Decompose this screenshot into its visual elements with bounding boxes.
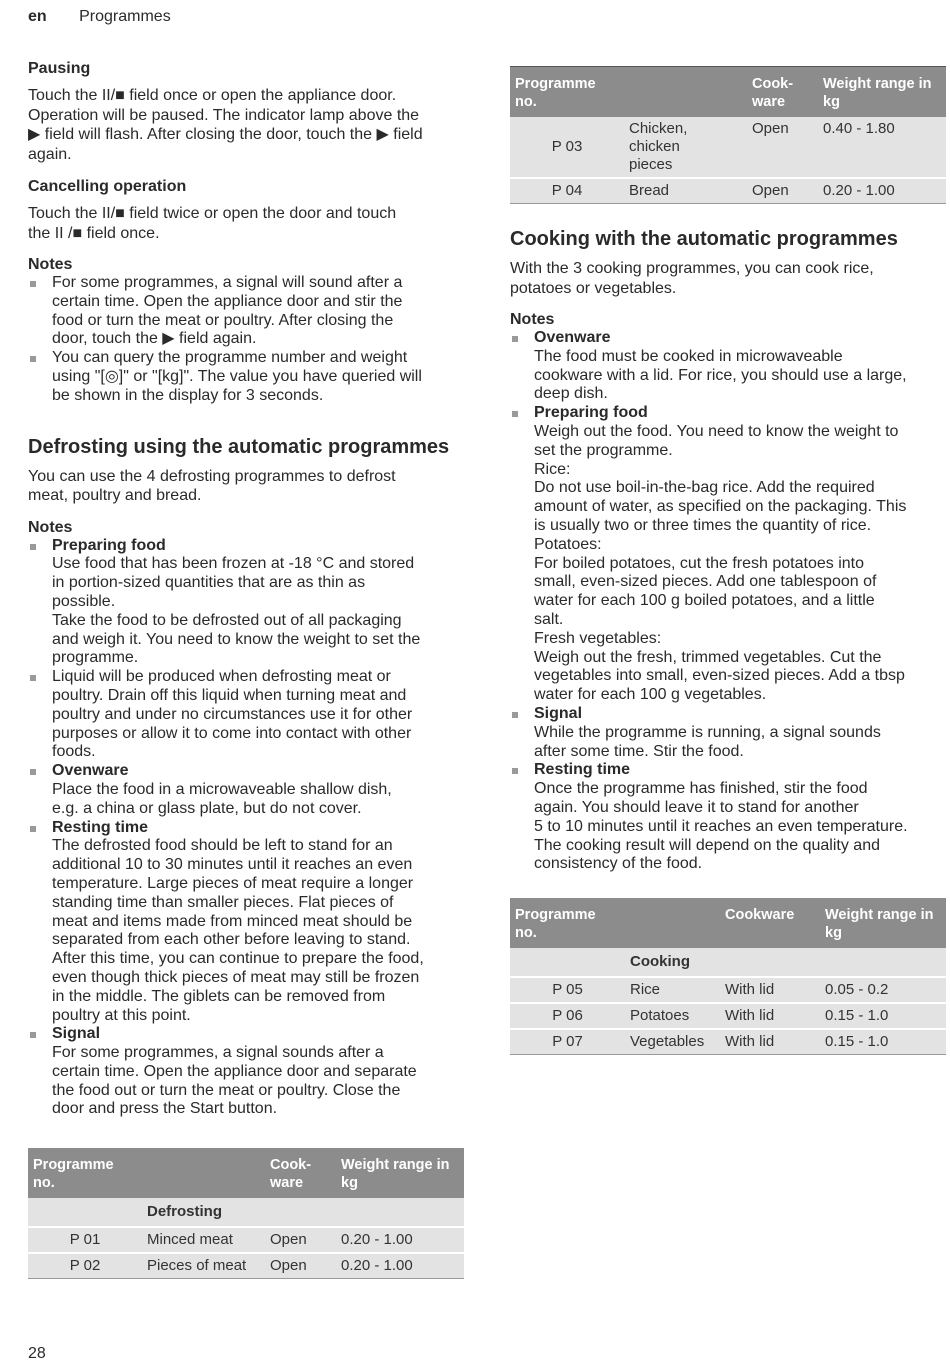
column-header bbox=[142, 1148, 265, 1198]
note-line: set the programme. bbox=[534, 441, 673, 459]
note-line: water for each 100 g boiled potatoes, and a little bbox=[534, 592, 875, 610]
column-header: Cookware bbox=[720, 898, 820, 948]
note-title: Signal bbox=[52, 1025, 101, 1043]
table-row bbox=[28, 1227, 464, 1253]
notes-list bbox=[28, 274, 464, 406]
note-line: after some time. Stir the food. bbox=[534, 742, 744, 760]
pausing-line: Touch the II/■ field once or open the appliance door. bbox=[28, 87, 397, 104]
table-cell: Minced meat bbox=[142, 1227, 265, 1253]
note-line: Do not use boil-in-the-bag rice. Add the required bbox=[534, 479, 875, 497]
table-cell: P 03 bbox=[510, 117, 624, 178]
table-header-row bbox=[510, 898, 946, 948]
list-item bbox=[510, 329, 946, 404]
note-line: temperature. Large pieces of meat require a longer bbox=[52, 874, 414, 892]
list-item bbox=[28, 819, 464, 1026]
note-line: the food out or turn the meat or poultry. Close the bbox=[52, 1081, 401, 1099]
note-line: salt. bbox=[534, 610, 564, 628]
table-cell: Open bbox=[747, 117, 818, 178]
note-line: water for each 100 g vegetables. bbox=[534, 686, 767, 704]
note-title: Resting time bbox=[52, 818, 149, 836]
section-title: Programmes bbox=[79, 8, 171, 25]
note-line: again. You should leave it to stand for another bbox=[534, 798, 859, 816]
language-code: en bbox=[28, 8, 47, 25]
note-line: You can query the programme number and weight bbox=[52, 349, 408, 367]
note-line: While the programme is running, a signal sounds bbox=[534, 723, 881, 741]
table-row bbox=[510, 178, 946, 204]
note-line: Weigh out the fresh, trimmed vegetables. Cut the bbox=[534, 648, 882, 666]
list-item bbox=[510, 404, 946, 705]
table-cell: P 06 bbox=[510, 1003, 625, 1029]
note-line: 5 to 10 minutes until it reaches an even temperature. bbox=[534, 817, 908, 835]
note-line: door, touch the ▶ field again. bbox=[52, 330, 257, 348]
table-row bbox=[510, 117, 946, 178]
note-line: additional 10 to 30 minutes until it reaches an even bbox=[52, 856, 413, 874]
note-line: meat and items made from minced meat should be bbox=[52, 912, 413, 930]
note-line: food or turn the meat or poultry. After closing the bbox=[52, 311, 394, 329]
note-line: separated from each other before leaving to stand. bbox=[52, 931, 411, 949]
table-group-row bbox=[28, 1198, 464, 1227]
notes-title: Notes bbox=[510, 311, 555, 328]
note-line: Use food that has been frozen at -18 °C and stored bbox=[52, 555, 415, 573]
note-line: even though thick pieces of meat may still be frozen bbox=[52, 968, 420, 986]
note-line: is usually two or three times the quantity of rice. bbox=[534, 516, 872, 534]
table-cell: 0.05 - 0.2 bbox=[820, 977, 946, 1003]
note-line: consistency of the food. bbox=[534, 855, 703, 873]
note-line: poultry at this point. bbox=[52, 1006, 191, 1024]
table-cell: With lid bbox=[720, 1029, 820, 1055]
note-line: Rice: bbox=[534, 460, 571, 478]
column-header: Programme no. bbox=[28, 1148, 142, 1198]
note-title: Preparing food bbox=[52, 536, 166, 554]
table-cell: 0.20 - 1.00 bbox=[336, 1227, 464, 1253]
column-header: Weight range in kg bbox=[336, 1148, 464, 1198]
note-line: deep dish. bbox=[534, 385, 608, 403]
table-cell: Open bbox=[265, 1227, 336, 1253]
note-line: using "[◎]" or "[kg]". The value you have queried will bbox=[52, 367, 422, 385]
table-cell: P 02 bbox=[28, 1253, 142, 1279]
note-line: foods. bbox=[52, 743, 96, 761]
table-cell: Chicken, chicken pieces bbox=[624, 117, 747, 178]
note-line: and weigh it. You need to know the weight to set the bbox=[52, 630, 421, 648]
note-line: Potatoes: bbox=[534, 535, 602, 553]
note-line: poultry and under no circumstances use it for other bbox=[52, 705, 413, 723]
cancelling-text bbox=[28, 204, 464, 243]
note-title: Resting time bbox=[534, 761, 631, 779]
note-line: certain time. Open the appliance door and stir the bbox=[52, 292, 403, 310]
note-line: e.g. a china or glass plate, but do not cover. bbox=[52, 799, 362, 817]
table-cell: P 01 bbox=[28, 1227, 142, 1253]
page-number: 28 bbox=[28, 1345, 46, 1362]
pausing-text bbox=[28, 86, 464, 164]
column-header: Cook- ware bbox=[747, 67, 818, 118]
note-line: cookware with a lid. For rice, you should use a large, bbox=[534, 366, 907, 384]
note-title: Signal bbox=[534, 704, 583, 722]
note-line: certain time. Open the appliance door and separate bbox=[52, 1062, 417, 1080]
group-label: Defrosting bbox=[142, 1198, 464, 1227]
defrost-programme-table bbox=[28, 1148, 464, 1279]
note-line: Place the food in a microwaveable shallow dish, bbox=[52, 780, 392, 798]
table-cell: P 05 bbox=[510, 977, 625, 1003]
table-row bbox=[510, 1029, 946, 1055]
note-line: possible. bbox=[52, 592, 116, 610]
note-title: Ovenware bbox=[52, 762, 129, 780]
intro-line: With the 3 cooking programmes, you can cook rice, bbox=[510, 260, 874, 277]
list-item bbox=[510, 705, 946, 761]
column-header: Weight range in kg bbox=[820, 898, 946, 948]
table-cell: Rice bbox=[625, 977, 720, 1003]
column-header: Weight range in kg bbox=[818, 67, 946, 118]
note-line: The defrosted food should be left to stand for an bbox=[52, 837, 393, 855]
note-line: After this time, you can continue to prepare the food, bbox=[52, 950, 424, 968]
note-line: For some programmes, a signal sounds after a bbox=[52, 1044, 384, 1062]
cooking-programme-table bbox=[510, 898, 946, 1055]
table-cell: 0.20 - 1.00 bbox=[336, 1253, 464, 1279]
defrost-programme-table-continued bbox=[510, 66, 946, 204]
page-header bbox=[28, 8, 171, 26]
cancelling-line: the II /■ field once. bbox=[28, 224, 160, 242]
table-group-row bbox=[510, 948, 946, 977]
note-line: vegetables into small, even-sized pieces. Add a tbsp bbox=[534, 667, 905, 685]
note-line: Weigh out the food. You need to know the weight to bbox=[534, 422, 899, 440]
table-cell: With lid bbox=[720, 1003, 820, 1029]
table-cell: With lid bbox=[720, 977, 820, 1003]
notes-title: Notes bbox=[28, 518, 73, 536]
column-header: Programme no. bbox=[510, 67, 624, 118]
pausing-line: again. bbox=[28, 145, 72, 163]
right-column bbox=[510, 66, 946, 1055]
note-line: be shown in the display for 3 seconds. bbox=[52, 386, 324, 404]
note-line: Liquid will be produced when defrosting meat or bbox=[52, 668, 391, 686]
defrost-intro bbox=[28, 467, 464, 506]
note-line: The cooking result will depend on the quality and bbox=[534, 836, 880, 854]
table-cell: P 07 bbox=[510, 1029, 625, 1055]
group-label: Cooking bbox=[625, 948, 946, 977]
pausing-title: Pausing bbox=[28, 60, 91, 77]
table-row bbox=[28, 1253, 464, 1279]
cancelling-line: Touch the II/■ field twice or open the door and touch bbox=[28, 205, 397, 222]
note-title: Preparing food bbox=[534, 404, 648, 422]
note-title: Ovenware bbox=[534, 329, 611, 346]
column-header bbox=[624, 67, 747, 118]
table-cell: 0.40 - 1.80 bbox=[818, 117, 946, 178]
note-line: in the middle. The giblets can be removed from bbox=[52, 987, 386, 1005]
table-header-row bbox=[28, 1148, 464, 1198]
table-cell: P 04 bbox=[510, 178, 624, 204]
note-line: For some programmes, a signal will sound after a bbox=[52, 274, 403, 291]
table-cell: 0.15 - 1.0 bbox=[820, 1003, 946, 1029]
column-header: Programme no. bbox=[510, 898, 625, 948]
table-row bbox=[510, 977, 946, 1003]
list-item bbox=[28, 668, 464, 762]
cooking-heading: Cooking with the automatic programmes bbox=[510, 228, 898, 250]
intro-line: You can use the 4 defrosting programmes to defrost bbox=[28, 467, 396, 485]
table-row bbox=[510, 1003, 946, 1029]
column-header: Cook- ware bbox=[265, 1148, 336, 1198]
note-line: Fresh vegetables: bbox=[534, 629, 662, 647]
note-line: amount of water, as specified on the packaging. This bbox=[534, 498, 907, 516]
note-line: poultry. Drain off this liquid when turning meat and bbox=[52, 686, 407, 704]
pausing-line: ▶ field will flash. After closing the door, touch the ▶ field bbox=[28, 126, 423, 143]
list-item bbox=[28, 274, 464, 349]
note-line: For boiled potatoes, cut the fresh potatoes into bbox=[534, 554, 864, 572]
list-item bbox=[28, 349, 464, 405]
note-line: Take the food to be defrosted out of all packaging bbox=[52, 611, 402, 629]
note-line: door and press the Start button. bbox=[52, 1100, 278, 1118]
list-item bbox=[510, 761, 946, 874]
table-cell: Potatoes bbox=[625, 1003, 720, 1029]
cooking-intro bbox=[510, 259, 946, 298]
intro-line: potatoes or vegetables. bbox=[510, 279, 677, 297]
table-cell: 0.15 - 1.0 bbox=[820, 1029, 946, 1055]
notes-list bbox=[28, 537, 464, 1120]
note-line: purposes or allow it to come into contact with other bbox=[52, 724, 412, 742]
note-line: standing time than smaller pieces. Flat pieces of bbox=[52, 893, 394, 911]
table-cell: Open bbox=[265, 1253, 336, 1279]
intro-line: meat, poultry and bread. bbox=[28, 487, 202, 505]
table-cell: Vegetables bbox=[625, 1029, 720, 1055]
note-line: The food must be cooked in microwaveable bbox=[534, 347, 843, 365]
table-cell: Bread bbox=[624, 178, 747, 204]
notes-title: Notes bbox=[28, 256, 73, 273]
table-cell: Open bbox=[747, 178, 818, 204]
cancelling-title: Cancelling operation bbox=[28, 178, 187, 195]
table-cell: 0.20 - 1.00 bbox=[818, 178, 946, 204]
list-item bbox=[28, 537, 464, 669]
note-line: programme. bbox=[52, 649, 139, 667]
table-header-row bbox=[510, 67, 946, 118]
defrost-heading: Defrosting using the automatic programmes bbox=[28, 435, 450, 458]
note-line: small, even-sized pieces. Add one tablespoon of bbox=[534, 573, 877, 591]
pausing-line: Operation will be paused. The indicator lamp above the bbox=[28, 106, 420, 124]
note-line: Once the programme has finished, stir the food bbox=[534, 780, 868, 798]
note-line: in portion-sized quantities that are as thin as bbox=[52, 574, 366, 592]
notes-list bbox=[510, 329, 946, 874]
column-header bbox=[625, 898, 720, 948]
list-item bbox=[28, 1025, 464, 1119]
list-item bbox=[28, 762, 464, 818]
table-cell: Pieces of meat bbox=[142, 1253, 265, 1279]
left-column bbox=[28, 60, 464, 1274]
